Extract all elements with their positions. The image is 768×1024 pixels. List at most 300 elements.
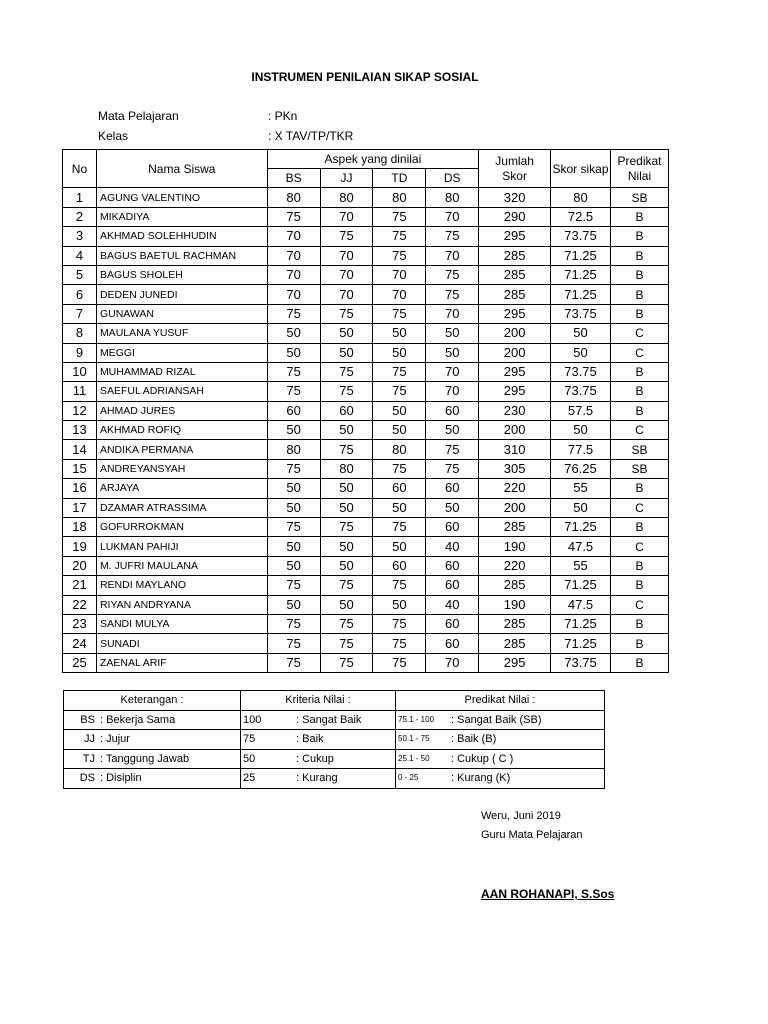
row-no: 23 xyxy=(63,614,97,633)
subject-value: : PKn xyxy=(268,109,298,123)
skor-sikap: 72.5 xyxy=(551,207,611,226)
row-no: 15 xyxy=(63,459,97,478)
table-row xyxy=(63,227,669,246)
signature-role: Guru Mata Pelajaran xyxy=(481,829,583,841)
score-jj: 75 xyxy=(320,362,373,381)
score-td: 75 xyxy=(373,576,426,595)
student-name: RENDI MAYLANO xyxy=(96,576,267,595)
score-td: 75 xyxy=(373,518,426,537)
score-ds: 75 xyxy=(426,440,479,459)
student-name: DZAMAR ATRASSIMA xyxy=(96,498,267,517)
legend-abbr: BS xyxy=(64,710,98,730)
predikat-nilai: C xyxy=(610,343,668,362)
legend-desc: : Bekerja Sama xyxy=(97,710,241,730)
header-jumlah-skor xyxy=(479,150,551,188)
score-td: 75 xyxy=(373,382,426,401)
skor-sikap: 71.25 xyxy=(551,576,611,595)
legend-score: 50 xyxy=(241,749,294,769)
student-name: SAEFUL ADRIANSAH xyxy=(96,382,267,401)
student-name: LUKMAN PAHIJI xyxy=(96,537,267,556)
skor-sikap: 50 xyxy=(551,324,611,343)
score-td: 75 xyxy=(373,246,426,265)
row-no: 12 xyxy=(63,401,97,420)
skor-sikap: 73.75 xyxy=(551,304,611,323)
skor-sikap: 77.5 xyxy=(551,440,611,459)
score-ds: 40 xyxy=(426,537,479,556)
score-ds: 75 xyxy=(426,227,479,246)
student-name: M. JUFRI MAULANA xyxy=(96,556,267,575)
score-ds: 60 xyxy=(426,576,479,595)
legend-table xyxy=(63,690,605,789)
class-value: : X TAV/TP/TKR xyxy=(268,129,354,143)
jumlah-skor: 305 xyxy=(479,459,551,478)
score-td: 50 xyxy=(373,324,426,343)
table-row xyxy=(63,304,669,323)
jumlah-skor: 200 xyxy=(479,421,551,440)
score-td: 75 xyxy=(373,227,426,246)
jumlah-skor: 200 xyxy=(479,498,551,517)
score-jj: 50 xyxy=(320,324,373,343)
student-name: ANDIKA PERMANA xyxy=(96,440,267,459)
score-ds: 70 xyxy=(426,362,479,381)
table-row xyxy=(63,207,669,226)
student-name: SUNADI xyxy=(96,634,267,653)
score-bs: 75 xyxy=(267,576,320,595)
score-jj: 70 xyxy=(320,265,373,284)
score-bs: 70 xyxy=(267,265,320,284)
row-no: 17 xyxy=(63,498,97,517)
score-td: 50 xyxy=(373,595,426,614)
score-jj: 50 xyxy=(320,479,373,498)
row-no: 22 xyxy=(63,595,97,614)
predikat-nilai: C xyxy=(610,537,668,556)
predikat-nilai: B xyxy=(610,304,668,323)
header-jj: JJ xyxy=(320,169,373,188)
skor-sikap: 50 xyxy=(551,343,611,362)
table-row xyxy=(63,498,669,517)
student-name: AKHMAD ROFIQ xyxy=(96,421,267,440)
student-name: ZAENAL ARIF xyxy=(96,653,267,672)
score-td: 50 xyxy=(373,498,426,517)
student-name: DEDEN JUNEDI xyxy=(96,285,267,304)
jumlah-skor: 310 xyxy=(479,440,551,459)
jumlah-skor: 220 xyxy=(479,556,551,575)
table-row xyxy=(63,421,669,440)
page-title: INSTRUMEN PENILAIAN SIKAP SOSIAL xyxy=(251,70,479,84)
student-name: MEGGI xyxy=(96,343,267,362)
jumlah-skor: 295 xyxy=(479,304,551,323)
skor-sikap: 73.75 xyxy=(551,653,611,672)
table-row xyxy=(63,362,669,381)
score-jj: 70 xyxy=(320,246,373,265)
score-ds: 60 xyxy=(426,401,479,420)
legend-desc: : Tanggung Jawab xyxy=(97,749,241,769)
jumlah-skor: 220 xyxy=(479,479,551,498)
score-jj: 75 xyxy=(320,653,373,672)
score-jj: 75 xyxy=(320,634,373,653)
row-no: 1 xyxy=(63,188,97,207)
jumlah-skor: 295 xyxy=(479,362,551,381)
assessment-table xyxy=(62,149,669,673)
score-jj: 60 xyxy=(320,401,373,420)
score-ds: 60 xyxy=(426,518,479,537)
score-jj: 80 xyxy=(320,459,373,478)
score-bs: 70 xyxy=(267,227,320,246)
score-jj: 50 xyxy=(320,498,373,517)
legend-range: 25.1 - 50 xyxy=(396,749,449,769)
score-ds: 50 xyxy=(426,324,479,343)
predikat-nilai: C xyxy=(610,421,668,440)
jumlah-skor: 320 xyxy=(479,188,551,207)
score-jj: 75 xyxy=(320,576,373,595)
subject-label: Mata Pelajaran xyxy=(98,109,179,123)
score-td: 60 xyxy=(373,479,426,498)
jumlah-skor: 200 xyxy=(479,324,551,343)
jumlah-skor: 285 xyxy=(479,576,551,595)
score-bs: 50 xyxy=(267,421,320,440)
predikat-nilai: B xyxy=(610,479,668,498)
table-row xyxy=(63,246,669,265)
jumlah-skor: 285 xyxy=(479,634,551,653)
jumlah-skor: 285 xyxy=(479,246,551,265)
score-bs: 50 xyxy=(267,324,320,343)
table-row xyxy=(63,401,669,420)
legend-criteria: : Cukup xyxy=(293,749,396,769)
row-no: 14 xyxy=(63,440,97,459)
predikat-nilai: B xyxy=(610,362,668,381)
legend-desc: : Jujur xyxy=(97,730,241,750)
predikat-nilai: SB xyxy=(610,459,668,478)
score-bs: 50 xyxy=(267,537,320,556)
table-row xyxy=(63,576,669,595)
score-bs: 50 xyxy=(267,595,320,614)
student-name: GUNAWAN xyxy=(96,304,267,323)
score-ds: 60 xyxy=(426,614,479,633)
legend-range: 75.1 - 100 xyxy=(396,710,449,730)
legend-score: 75 xyxy=(241,730,294,750)
row-no: 3 xyxy=(63,227,97,246)
score-jj: 50 xyxy=(320,537,373,556)
header-jumlah-line2: Skor xyxy=(502,168,527,183)
skor-sikap: 47.5 xyxy=(551,595,611,614)
legend-row xyxy=(64,769,605,789)
skor-sikap: 73.75 xyxy=(551,382,611,401)
score-td: 75 xyxy=(373,207,426,226)
predikat-nilai: B xyxy=(610,265,668,284)
legend-criteria: : Kurang xyxy=(293,769,396,789)
row-no: 8 xyxy=(63,324,97,343)
jumlah-skor: 295 xyxy=(479,382,551,401)
table-row xyxy=(63,537,669,556)
skor-sikap: 71.25 xyxy=(551,265,611,284)
score-td: 75 xyxy=(373,653,426,672)
row-no: 4 xyxy=(63,246,97,265)
student-name: MUHAMMAD RIZAL xyxy=(96,362,267,381)
row-no: 7 xyxy=(63,304,97,323)
table-row xyxy=(63,518,669,537)
student-name: MAULANA YUSUF xyxy=(96,324,267,343)
header-skor-sikap: Skor sikap xyxy=(551,150,611,188)
legend-criteria: : Sangat Baik xyxy=(293,710,396,730)
row-no: 13 xyxy=(63,421,97,440)
score-bs: 75 xyxy=(267,304,320,323)
header-no: No xyxy=(63,150,97,188)
predikat-nilai: C xyxy=(610,498,668,517)
score-td: 75 xyxy=(373,614,426,633)
score-jj: 75 xyxy=(320,518,373,537)
row-no: 5 xyxy=(63,265,97,284)
predikat-nilai: B xyxy=(610,576,668,595)
student-name: AHMAD JURES xyxy=(96,401,267,420)
skor-sikap: 50 xyxy=(551,498,611,517)
score-jj: 75 xyxy=(320,382,373,401)
jumlah-skor: 295 xyxy=(479,653,551,672)
score-jj: 75 xyxy=(320,440,373,459)
legend-predikat-desc: : Sangat Baik (SB) xyxy=(448,710,605,730)
score-bs: 75 xyxy=(267,518,320,537)
jumlah-skor: 190 xyxy=(479,537,551,556)
legend-criteria: : Baik xyxy=(293,730,396,750)
skor-sikap: 71.25 xyxy=(551,634,611,653)
table-row xyxy=(63,634,669,653)
predikat-nilai: B xyxy=(610,653,668,672)
signature-teacher-name: AAN ROHANAPI, S.Sos xyxy=(481,887,615,901)
jumlah-skor: 285 xyxy=(479,614,551,633)
score-ds: 50 xyxy=(426,421,479,440)
row-no: 10 xyxy=(63,362,97,381)
row-no: 21 xyxy=(63,576,97,595)
score-ds: 75 xyxy=(426,459,479,478)
signature-place-date: Weru, Juni 2019 xyxy=(481,810,561,822)
score-jj: 70 xyxy=(320,207,373,226)
skor-sikap: 71.25 xyxy=(551,518,611,537)
score-td: 80 xyxy=(373,440,426,459)
score-ds: 70 xyxy=(426,304,479,323)
score-td: 50 xyxy=(373,421,426,440)
legend-row xyxy=(64,730,605,750)
score-jj: 80 xyxy=(320,188,373,207)
header-jumlah-line1: Jumlah xyxy=(495,153,534,168)
row-no: 11 xyxy=(63,382,97,401)
score-jj: 75 xyxy=(320,304,373,323)
predikat-nilai: B xyxy=(610,285,668,304)
table-row xyxy=(63,324,669,343)
score-ds: 70 xyxy=(426,382,479,401)
header-predikat xyxy=(610,150,668,188)
skor-sikap: 50 xyxy=(551,421,611,440)
skor-sikap: 57.5 xyxy=(551,401,611,420)
row-no: 25 xyxy=(63,653,97,672)
row-no: 24 xyxy=(63,634,97,653)
skor-sikap: 47.5 xyxy=(551,537,611,556)
student-name: GOFURROKMAN xyxy=(96,518,267,537)
skor-sikap: 55 xyxy=(551,556,611,575)
row-no: 9 xyxy=(63,343,97,362)
header-predikat-line1: Predikat xyxy=(617,153,662,168)
student-name: BAGUS SHOLEH xyxy=(96,265,267,284)
score-ds: 60 xyxy=(426,634,479,653)
jumlah-skor: 190 xyxy=(479,595,551,614)
header-predikat-line2: Nilai xyxy=(627,168,652,183)
score-bs: 50 xyxy=(267,556,320,575)
header-td: TD xyxy=(373,169,426,188)
jumlah-skor: 200 xyxy=(479,343,551,362)
table-row xyxy=(63,459,669,478)
score-bs: 80 xyxy=(267,440,320,459)
legend-predikat-header: Predikat Nilai : xyxy=(396,691,605,711)
predikat-nilai: B xyxy=(610,227,668,246)
legend-score: 100 xyxy=(241,710,294,730)
legend-predikat-desc: : Cukup ( C ) xyxy=(448,749,605,769)
predikat-nilai: C xyxy=(610,595,668,614)
skor-sikap: 55 xyxy=(551,479,611,498)
jumlah-skor: 285 xyxy=(479,265,551,284)
student-name: AGUNG VALENTINO xyxy=(96,188,267,207)
table-row xyxy=(63,382,669,401)
predikat-nilai: B xyxy=(610,382,668,401)
jumlah-skor: 230 xyxy=(479,401,551,420)
header-bs: BS xyxy=(267,169,320,188)
score-bs: 80 xyxy=(267,188,320,207)
legend-range: 0 - 25 xyxy=(396,769,449,789)
table-row xyxy=(63,265,669,284)
predikat-nilai: SB xyxy=(610,440,668,459)
score-bs: 60 xyxy=(267,401,320,420)
student-name: ANDREYANSYAH xyxy=(96,459,267,478)
score-jj: 50 xyxy=(320,595,373,614)
score-td: 75 xyxy=(373,362,426,381)
student-name: BAGUS BAETUL RACHMAN xyxy=(96,246,267,265)
student-name: ARJAYA xyxy=(96,479,267,498)
score-bs: 75 xyxy=(267,634,320,653)
score-td: 70 xyxy=(373,265,426,284)
student-name: MIKADIYA xyxy=(96,207,267,226)
skor-sikap: 80 xyxy=(551,188,611,207)
table-row xyxy=(63,479,669,498)
legend-abbr: JJ xyxy=(64,730,98,750)
score-jj: 70 xyxy=(320,285,373,304)
table-row xyxy=(63,188,669,207)
header-aspects: Aspek yang dinilai xyxy=(267,150,479,169)
table-row xyxy=(63,653,669,672)
predikat-nilai: B xyxy=(610,401,668,420)
table-row xyxy=(63,556,669,575)
table-row xyxy=(63,440,669,459)
score-jj: 50 xyxy=(320,556,373,575)
score-bs: 75 xyxy=(267,382,320,401)
skor-sikap: 71.25 xyxy=(551,285,611,304)
score-ds: 70 xyxy=(426,246,479,265)
jumlah-skor: 285 xyxy=(479,518,551,537)
predikat-nilai: B xyxy=(610,556,668,575)
row-no: 6 xyxy=(63,285,97,304)
legend-range: 50.1 - 75 xyxy=(396,730,449,750)
predikat-nilai: B xyxy=(610,207,668,226)
legend-abbr: DS xyxy=(64,769,98,789)
legend-score: 25 xyxy=(241,769,294,789)
legend-row xyxy=(64,749,605,769)
score-ds: 60 xyxy=(426,479,479,498)
legend-kriteria-header: Kriteria Nilai : xyxy=(241,691,396,711)
score-td: 50 xyxy=(373,537,426,556)
score-td: 50 xyxy=(373,343,426,362)
jumlah-skor: 295 xyxy=(479,227,551,246)
skor-sikap: 71.25 xyxy=(551,614,611,633)
row-no: 2 xyxy=(63,207,97,226)
score-ds: 40 xyxy=(426,595,479,614)
table-row xyxy=(63,614,669,633)
score-ds: 70 xyxy=(426,653,479,672)
score-bs: 50 xyxy=(267,479,320,498)
predikat-nilai: B xyxy=(610,634,668,653)
score-td: 75 xyxy=(373,304,426,323)
score-jj: 75 xyxy=(320,227,373,246)
legend-desc: : Disiplin xyxy=(97,769,241,789)
class-label: Kelas xyxy=(98,129,129,143)
student-name: RIYAN ANDRYANA xyxy=(96,595,267,614)
legend-abbr: TJ xyxy=(64,749,98,769)
score-bs: 75 xyxy=(267,653,320,672)
score-ds: 70 xyxy=(426,207,479,226)
score-bs: 70 xyxy=(267,285,320,304)
score-ds: 75 xyxy=(426,265,479,284)
header-ds: DS xyxy=(426,169,479,188)
row-no: 20 xyxy=(63,556,97,575)
table-row xyxy=(63,285,669,304)
student-name: AKHMAD SOLEHHUDIN xyxy=(96,227,267,246)
score-ds: 80 xyxy=(426,188,479,207)
legend-row xyxy=(64,710,605,730)
table-row xyxy=(63,595,669,614)
skor-sikap: 76.25 xyxy=(551,459,611,478)
predikat-nilai: C xyxy=(610,324,668,343)
score-bs: 75 xyxy=(267,459,320,478)
table-row xyxy=(63,343,669,362)
legend-keterangan-header: Keterangan : xyxy=(64,691,241,711)
predikat-nilai: B xyxy=(610,246,668,265)
legend-predikat-desc: : Kurang (K) xyxy=(448,769,605,789)
score-bs: 70 xyxy=(267,246,320,265)
predikat-nilai: B xyxy=(610,614,668,633)
score-jj: 75 xyxy=(320,614,373,633)
row-no: 19 xyxy=(63,537,97,556)
jumlah-skor: 285 xyxy=(479,285,551,304)
skor-sikap: 73.75 xyxy=(551,362,611,381)
legend-predikat-desc: : Baik (B) xyxy=(448,730,605,750)
score-bs: 75 xyxy=(267,362,320,381)
score-ds: 50 xyxy=(426,343,479,362)
score-td: 60 xyxy=(373,556,426,575)
score-jj: 50 xyxy=(320,343,373,362)
score-ds: 75 xyxy=(426,285,479,304)
skor-sikap: 73.75 xyxy=(551,227,611,246)
score-bs: 50 xyxy=(267,343,320,362)
score-ds: 60 xyxy=(426,556,479,575)
score-td: 75 xyxy=(373,459,426,478)
header-name: Nama Siswa xyxy=(96,150,267,188)
predikat-nilai: B xyxy=(610,518,668,537)
jumlah-skor: 290 xyxy=(479,207,551,226)
row-no: 18 xyxy=(63,518,97,537)
predikat-nilai: SB xyxy=(610,188,668,207)
score-jj: 50 xyxy=(320,421,373,440)
score-bs: 50 xyxy=(267,498,320,517)
score-bs: 75 xyxy=(267,614,320,633)
row-no: 16 xyxy=(63,479,97,498)
score-td: 50 xyxy=(373,401,426,420)
score-ds: 50 xyxy=(426,498,479,517)
student-name: SANDI MULYA xyxy=(96,614,267,633)
